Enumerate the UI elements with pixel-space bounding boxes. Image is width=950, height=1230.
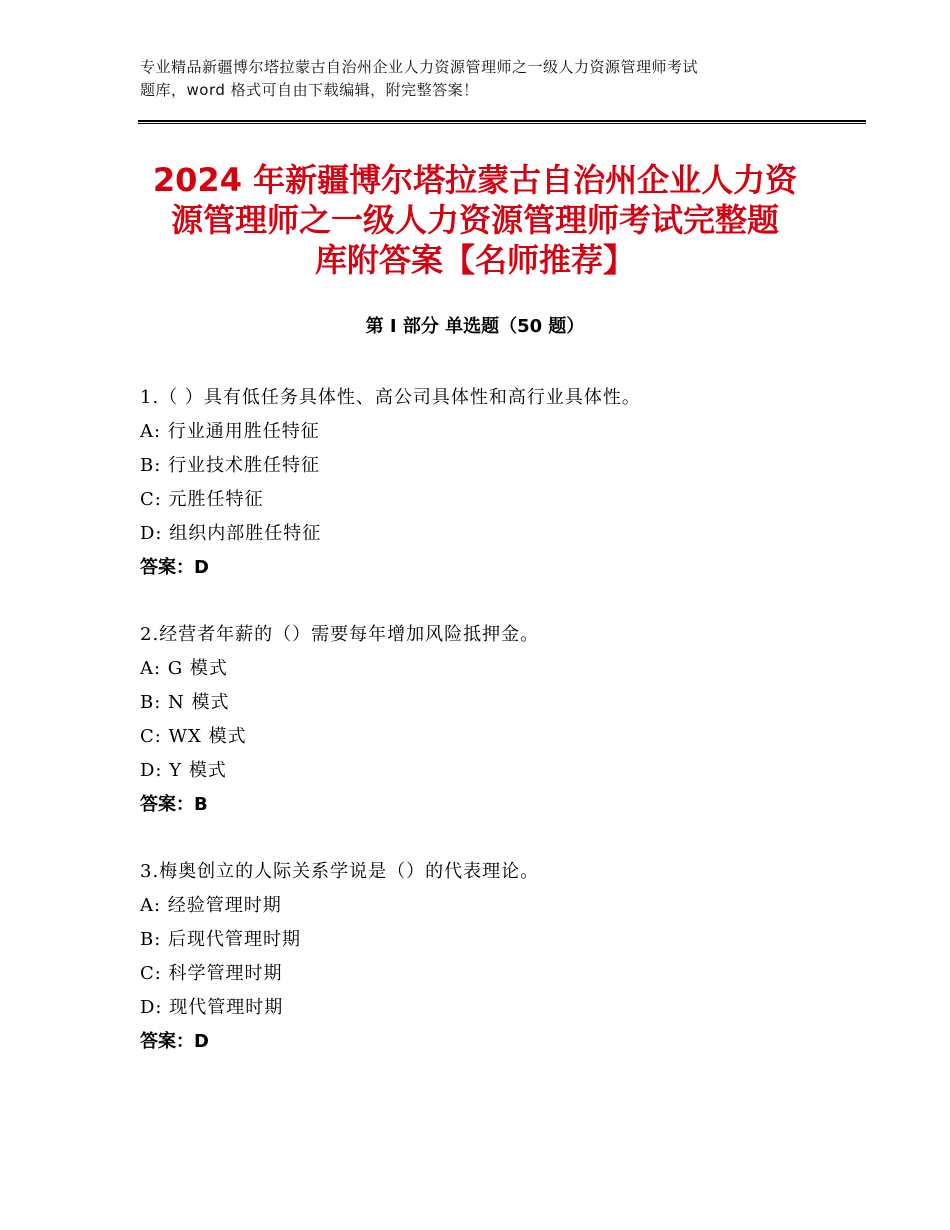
answer: 答案：D	[140, 557, 209, 578]
header-divider	[138, 120, 866, 124]
option-d: D: 现代管理时期	[140, 997, 284, 1018]
option-c: C: 科学管理时期	[140, 963, 283, 984]
question-list	[140, 381, 840, 1092]
document-title	[120, 160, 830, 280]
answer: 答案：B	[140, 794, 208, 815]
option-c: C: 元胜任特征	[140, 489, 264, 510]
header-note-line-2: 题库，word 格式可自由下载编辑，附完整答案！	[140, 81, 479, 99]
option-b: B: N 模式	[140, 692, 230, 713]
option-b: B: 行业技术胜任特征	[140, 455, 321, 476]
option-b: B: 后现代管理时期	[140, 929, 302, 950]
option-a: A: 行业通用胜任特征	[140, 421, 320, 442]
question-1	[140, 381, 840, 585]
option-c: C: WX 模式	[140, 726, 247, 747]
section-heading: 第 I 部分 单选题（50 题）	[365, 316, 585, 337]
title-line-3: 库附答案【名师推荐】	[314, 241, 635, 279]
option-d: D: Y 模式	[140, 760, 227, 781]
option-a: A: G 模式	[140, 658, 228, 679]
question-3	[140, 855, 840, 1059]
title-line-2: 源管理师之一级人力资源管理师考试完整题	[170, 201, 779, 239]
option-d: D: 组织内部胜任特征	[140, 523, 322, 544]
answer: 答案：D	[140, 1031, 209, 1052]
question-2	[140, 618, 840, 822]
header-note-line-1: 专业精品新疆博尔塔拉蒙古自治州企业人力资源管理师之一级人力资源管理师考试	[140, 58, 699, 76]
question-stem: 2.经营者年薪的（）需要每年增加风险抵押金。	[140, 624, 540, 645]
question-stem: 1.（ ）具有低任务具体性、高公司具体性和高行业具体性。	[140, 387, 641, 408]
title-line-1: 2024 年新疆博尔塔拉蒙古自治州企业人力资	[152, 161, 798, 199]
document-header-note	[140, 56, 830, 102]
option-a: A: 经验管理时期	[140, 895, 282, 916]
question-stem: 3.梅奥创立的人际关系学说是（）的代表理论。	[140, 861, 540, 882]
